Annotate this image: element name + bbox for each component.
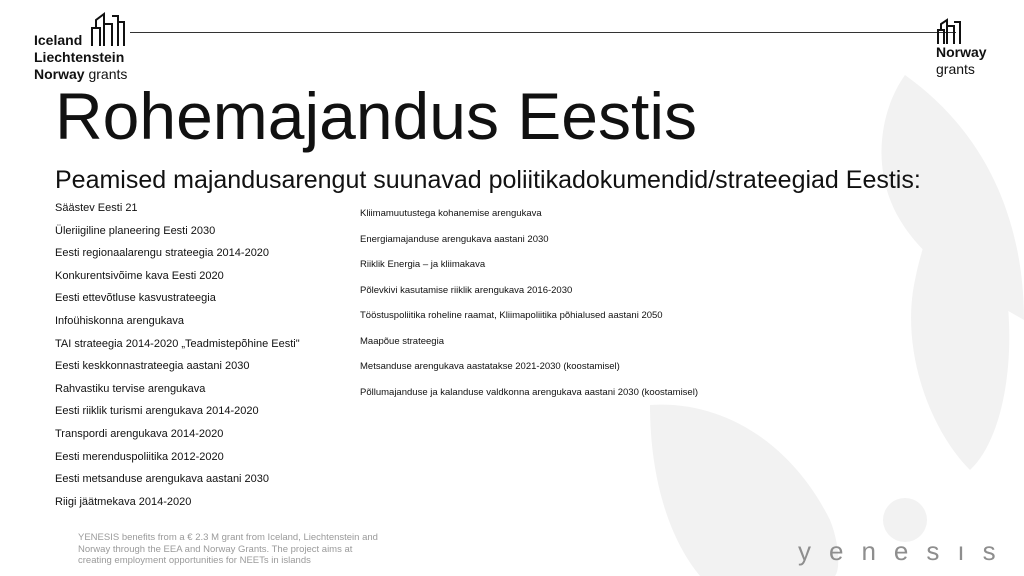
strategy-list-right [360,208,698,412]
list-item: Riigi jäätmekava 2014-2020 [55,495,192,508]
yenesis-wordmark: yenesıs [798,536,1014,566]
list-item: Eesti merenduspoliitika 2012-2020 [55,450,224,463]
strategy-list-left [55,202,300,518]
logo-right-grants: grants [936,61,975,77]
list-item: Riiklik Energia – ja kliimakava [360,259,486,270]
logo-right-norway: Norway [936,44,987,60]
list-item: Eesti metsanduse arengukava aastani 2030 [55,473,270,486]
logo-line-liechtenstein: Liechtenstein [34,49,125,65]
skyline-icon [90,12,130,46]
list-item: Infoühiskonna arengukava [55,314,185,327]
list-item: Konkurentsivõime kava Eesti 2020 [55,269,224,282]
list-item: Eesti riiklik turismi arengukava 2014-2020 [55,405,259,418]
list-item: Eesti keskkonnastrateegia aastani 2030 [55,360,250,373]
norway-grants-logo [936,18,987,78]
list-item: Rahvastiku tervise arengukava [55,382,206,395]
grant-footer-note: YENESIS benefits from a € 2.3 M grant from Iceland, Liechtenstein and Norway through the EEA and Norway Grants. The project aims at creating employment opportunities for NEETs in islands [78,532,378,567]
list-item: Kliimamuutustega kohanemise arengukava [360,208,542,219]
logo-line-grants: grants [88,66,128,82]
list-item: Põllumajanduse ja kalanduse valdkonna arengukava aastani 2030 (koostamisel) [360,386,698,398]
iceland-liechtenstein-norway-grants-logo [34,12,127,83]
list-item: Säästev Eesti 21 [55,202,138,214]
list-item: Tööstuspoliitika roheline raamat, Kliimapoliitika põhialused aastani 2050 [360,310,663,321]
logo-line-norway: Norway [34,66,85,82]
list-item: Üleriigiline planeering Eesti 2030 [55,224,216,237]
list-item: Põlevkivi kasutamise riiklik arengukava 2016-2030 [360,284,573,296]
list-item: Maapõue strateegia [360,335,444,347]
slide-subtitle: Peamised majandusarengut suunavad poliitikadokumendid/strateegiad Eestis: [55,166,921,194]
header-rule [130,32,956,33]
slide-title: Rohemajandus Eestis [55,79,698,153]
list-item: TAI strateegia 2014-2020 „Teadmistepõhine Eesti" [55,337,300,350]
list-item: Energiamajanduse arengukava aastani 2030 [360,233,549,245]
list-item: Eesti regionaalarengu strateegia 2014-2020 [55,247,270,260]
list-item: Eesti ettevõtluse kasvustrateegia [55,292,216,305]
list-item: Transpordi arengukava 2014-2020 [55,427,224,440]
list-item: Metsanduse arengukava aastatakse 2021-2030 (koostamisel) [360,361,620,372]
logo-line-iceland: Iceland [34,32,83,48]
skyline-icon-right [936,18,964,44]
